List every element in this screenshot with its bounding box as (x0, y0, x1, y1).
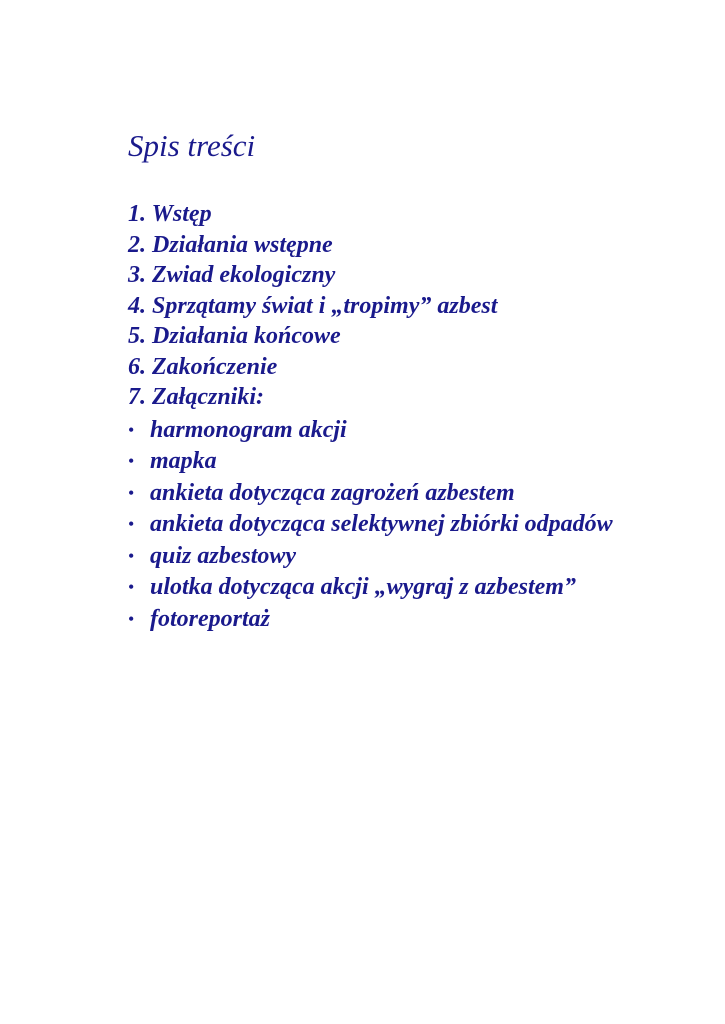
attachment-label: ankieta dotycząca selektywnej zbiórki odpadów (150, 511, 613, 537)
toc-item: 7. Załączniki: (128, 384, 264, 410)
bullet-icon: • (128, 482, 135, 503)
attachment-item (128, 446, 688, 478)
attachment-item (128, 415, 688, 447)
attachment-item (128, 572, 688, 604)
toc-item: 6. Zakończenie (128, 353, 278, 380)
attachment-item (128, 541, 688, 573)
attachment-item (128, 509, 688, 541)
bullet-icon: • (128, 451, 135, 471)
attachment-item (128, 478, 688, 510)
attachment-label: quiz azbestowy (150, 542, 297, 569)
toc-item: 5. Działania końcowe (128, 323, 341, 349)
bullet-icon: • (128, 419, 135, 440)
attachment-item (128, 604, 688, 636)
toc-item: 4. Sprzątamy świat i „tropimy” azbest (128, 292, 498, 319)
attachment-label: ulotka dotycząca akcji „wygraj z azbestem” (150, 574, 576, 600)
bullet-icon: • (128, 545, 135, 566)
toc-item: 1. Wstęp (128, 201, 212, 227)
attachments-list (128, 415, 688, 636)
bullet-icon: • (128, 577, 135, 597)
toc-item: 2. Działania wstępne (128, 231, 333, 258)
bullet-icon: • (128, 514, 135, 534)
page-title: Spis treści (128, 128, 256, 163)
toc-item: 3. Zwiad ekologiczny (128, 262, 336, 288)
attachment-label: ankieta dotycząca zagrożeń azbestem (150, 479, 515, 506)
attachment-label: harmonogram akcji (150, 416, 347, 443)
bullet-icon: • (128, 608, 135, 629)
toc-list (128, 199, 688, 413)
attachment-label: mapka (150, 448, 217, 474)
table-of-contents (128, 128, 688, 635)
attachment-label: fotoreportaż (150, 605, 270, 632)
